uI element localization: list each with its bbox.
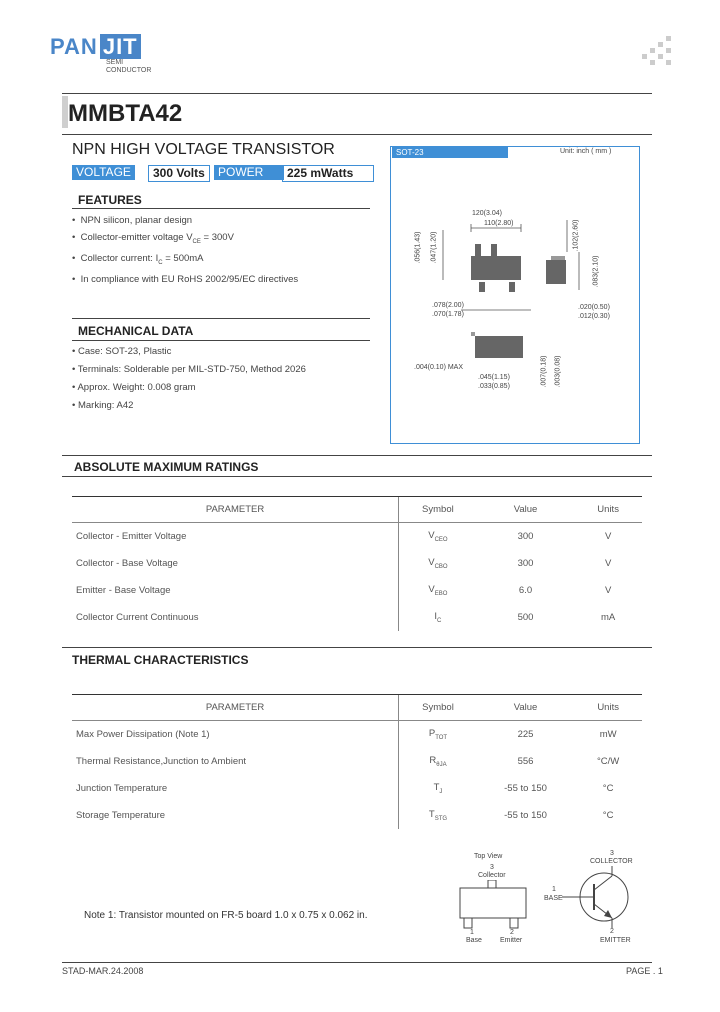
pin-label: Base (466, 937, 482, 944)
table-cell: -55 to 150 (504, 810, 547, 821)
list-item: • Marking: A42 (72, 400, 134, 411)
table-cell: °C (602, 783, 614, 794)
pin-number: 1 (552, 886, 556, 893)
table-header: Symbol (399, 497, 477, 523)
divider (72, 208, 370, 209)
table-cell: $V_{EBO}$ (399, 577, 477, 604)
list-item: • NPN silicon, planar design (72, 215, 193, 226)
features-list (72, 215, 372, 286)
table-row (72, 523, 642, 551)
mechanical-title: MECHANICAL DATA (78, 324, 194, 338)
pin-number: 3 (610, 850, 614, 857)
package-unit: Unit: inch ( mm ) (560, 148, 612, 155)
table-cell: Collector Current Continuous (76, 612, 199, 623)
table-cell: 300 (517, 531, 534, 542)
pin-number: 2 (610, 928, 614, 935)
table-cell: $V_{CBO}$ (399, 550, 477, 577)
divider (62, 134, 652, 135)
table-cell: Max Power Dissipation (Note 1) (76, 729, 210, 740)
table-header: Value (477, 497, 575, 523)
table-header: Symbol (399, 695, 477, 721)
table-cell: °C (602, 810, 614, 821)
table-row (72, 604, 642, 631)
table-cell: °C/W (597, 756, 620, 767)
package-top-view-icon (456, 880, 532, 930)
table-header: Value (477, 695, 574, 721)
table-cell: $T_J$ (399, 775, 477, 802)
table-row (72, 802, 642, 829)
divider (62, 93, 652, 94)
divider (72, 318, 370, 319)
table-cell: $R_{\theta JA}$ (399, 748, 477, 775)
table-cell: V (604, 558, 612, 569)
divider (62, 476, 652, 477)
list-item: • Collector current: $I_C = 500mA$ (72, 252, 204, 266)
table-header-row (72, 497, 642, 523)
dim-label: .045(1.15) (478, 374, 510, 381)
package-name: SOT-23 (392, 147, 508, 158)
list-item: • Terminals: Solderable per MIL-STD-750, Method 2026 (72, 364, 306, 375)
table-cell: $P_{TOT}$ (399, 721, 477, 749)
pin-label: COLLECTOR (590, 858, 633, 865)
table-row (72, 721, 642, 749)
divider (62, 455, 652, 456)
table-cell: 225 (517, 729, 534, 740)
table-cell: $I_C$ (399, 604, 477, 631)
dim-label: .078(2.00) (432, 302, 464, 309)
table-row (72, 775, 642, 802)
table-cell: Thermal Resistance,Junction to Ambient (76, 756, 247, 767)
dim-label: .047(1.20) (430, 231, 438, 264)
pin-label: EMITTER (600, 937, 631, 944)
dim-label: 110(2.80) (484, 220, 514, 227)
part-number: MMBTA42 (68, 100, 183, 127)
table-header: PARAMETER (72, 497, 399, 523)
logo-subtitle: SEMI CONDUCTOR (106, 59, 152, 74)
table-cell: V (604, 531, 612, 542)
list-item: • Collector-emitter voltage $V_{CE} = 300V$ (72, 232, 234, 245)
divider (72, 340, 370, 341)
table-header-row (72, 695, 642, 721)
power-value: 225 mWatts (282, 165, 374, 182)
abs-max-table (72, 496, 642, 631)
pin-label: Emitter (500, 937, 523, 944)
table-cell: 500 (517, 612, 534, 623)
table-cell: 556 (517, 756, 534, 767)
thermal-title: THERMAL CHARACTERISTICS (72, 653, 249, 667)
mechanical-list (72, 346, 372, 412)
package-outline-diagram (391, 160, 637, 390)
pin-number: 2 (510, 929, 514, 936)
table-cell: Storage Temperature (76, 810, 166, 821)
dim-label: .003(0.08) (554, 355, 562, 388)
table-header: PARAMETER (72, 695, 399, 721)
table-cell: 300 (517, 558, 534, 569)
pin-label: BASE (544, 895, 563, 902)
table-cell: Collector - Emitter Voltage (76, 531, 187, 542)
footer-page: PAGE . 1 (626, 966, 663, 976)
panjit-logo: PAN JIT (50, 34, 141, 60)
table-header: Units (574, 497, 642, 523)
dim-label: .012(0.30) (578, 313, 610, 320)
pin-number: 1 (470, 929, 474, 936)
list-item: • Case: SOT-23, Plastic (72, 346, 172, 357)
divider (62, 962, 652, 963)
table-header: Units (574, 695, 642, 721)
dim-label: .056(1.43) (414, 231, 422, 264)
list-item: • In compliance with EU RoHS 2002/95/EC directives (72, 273, 299, 285)
table-row (72, 748, 642, 775)
pin-label: Collector (478, 872, 506, 879)
top-view-label: Top View (474, 853, 503, 860)
footnote: Note 1: Transistor mounted on FR-5 board 1.0 x 0.75 x 0.062 in. (84, 910, 368, 921)
decorative-dots-icon (636, 36, 676, 70)
voltage-tag: VOLTAGE (72, 165, 135, 180)
dim-label: .020(0.50) (578, 304, 610, 311)
table-cell: Junction Temperature (76, 783, 168, 794)
table-cell: $V_{CEO}$ (399, 523, 477, 551)
table-cell: Emitter - Base Voltage (76, 585, 171, 596)
page-subtitle: NPN HIGH VOLTAGE TRANSISTOR (72, 141, 335, 158)
table-cell: 6.0 (518, 585, 533, 596)
dim-label: .004(0.10) MAX (414, 364, 464, 371)
table-cell: mA (601, 612, 616, 623)
dim-label: .007(0.18) (540, 355, 548, 388)
dim-label: .102(2.60) (572, 219, 580, 252)
divider (62, 647, 652, 648)
table-cell: mW (599, 729, 617, 740)
pin-number: 3 (490, 864, 494, 871)
thermal-table (72, 694, 642, 829)
table-cell: V (604, 585, 612, 596)
voltage-value: 300 Volts (148, 165, 210, 182)
table-cell: -55 to 150 (504, 783, 547, 794)
dim-label: .083(2.10) (592, 255, 600, 288)
table-row (72, 550, 642, 577)
dim-label: .033(0.85) (478, 383, 510, 390)
table-row (72, 577, 642, 604)
table-cell: $T_{STG}$ (399, 802, 477, 829)
features-title: FEATURES (78, 193, 142, 207)
list-item: • Approx. Weight: 0.008 gram (72, 382, 196, 393)
npn-transistor-symbol-icon (560, 866, 640, 928)
dim-label: .070(1.78) (432, 311, 464, 318)
footer-date: STAD-MAR.24.2008 (62, 966, 144, 976)
abs-max-title: ABSOLUTE MAXIMUM RATINGS (74, 460, 259, 474)
table-cell: Collector - Base Voltage (76, 558, 178, 569)
power-tag: POWER (214, 165, 284, 180)
dim-label: 120(3.04) (472, 210, 502, 217)
